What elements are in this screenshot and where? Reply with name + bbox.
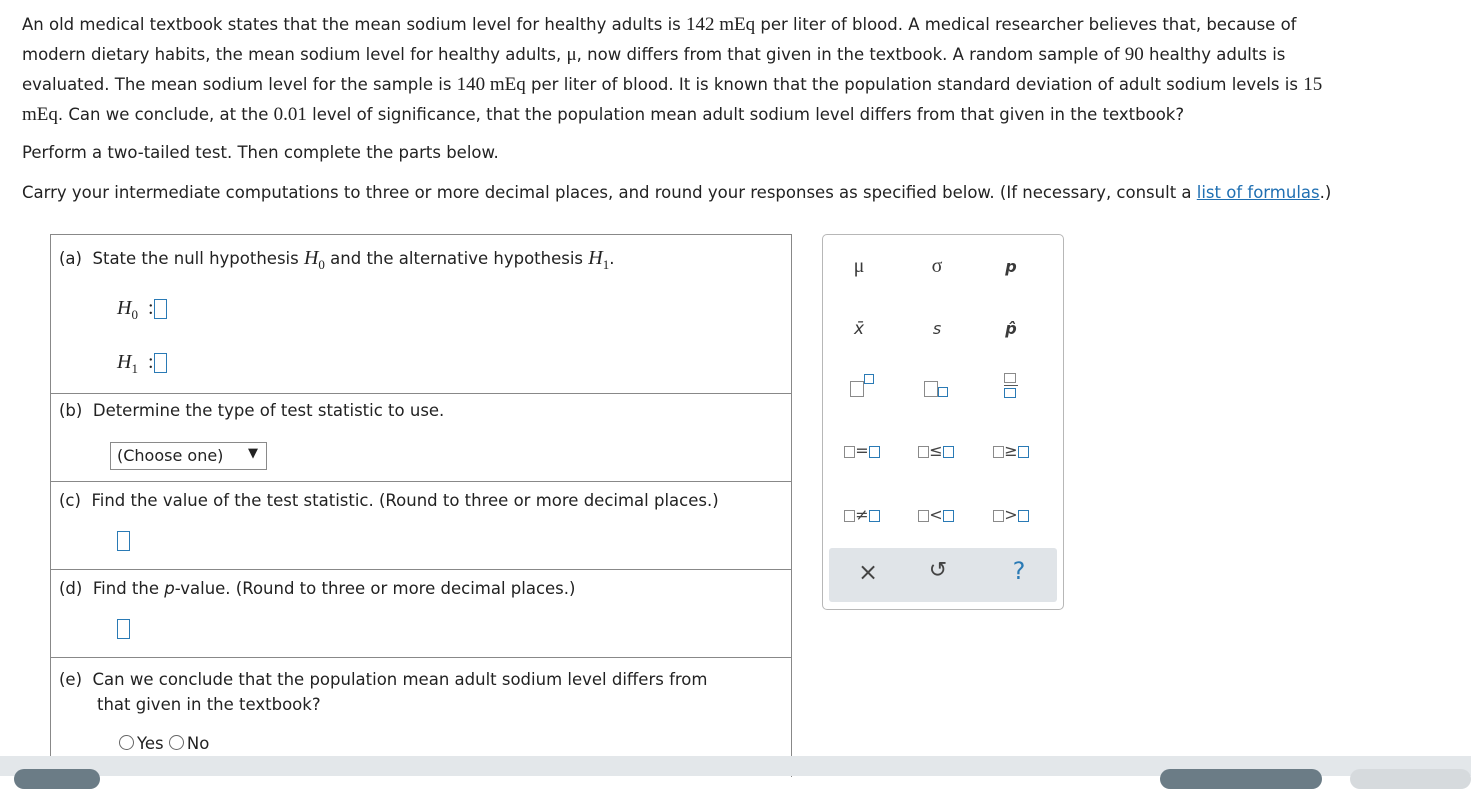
key-mu[interactable]: μ: [853, 255, 865, 277]
null-hypothesis-row: $H_0$ :: [117, 297, 167, 320]
dropdown-arrow-icon: ▼: [248, 446, 258, 461]
key-equals[interactable]: =: [837, 441, 887, 460]
instructions-perform: Perform a two-tailed test. Then complete the parts below.: [22, 143, 499, 162]
alternative-hypothesis-input[interactable]: [154, 353, 167, 373]
bottom-right-button[interactable]: [1160, 769, 1322, 789]
key-subscript[interactable]: [911, 378, 961, 397]
key-less-equal[interactable]: ≤: [911, 441, 961, 460]
key-p[interactable]: p: [1005, 257, 1017, 276]
test-statistic-select[interactable]: (Choose one) ▼: [110, 442, 267, 470]
part-a-label: (a): [59, 249, 82, 268]
symbol-keypad: [822, 234, 1064, 610]
conclusion-radio-group: [119, 734, 209, 753]
part-c-text: Find the value of the test statistic. (Round to three or more decimal places.): [91, 491, 719, 510]
part-e-label: (e): [59, 670, 83, 689]
help-icon[interactable]: ?: [1012, 557, 1026, 585]
key-greater-equal[interactable]: ≥: [986, 441, 1036, 460]
part-c-label: (c): [59, 491, 81, 510]
problem-statement: An old medical textbook states that the mean sodium level for healthy adults is 142 mEq per liter of blood. A medical researcher believes that, because of modern dietary habits, the mean sodium level for healthy adults, μ, now differs from that given in the textbook. A random sample of 90 healthy adults is evaluated. The mean sodium level for the sample is 140 mEq per liter of blood. It is known that the population standard deviation of adult sodium levels is 15 mEq. Can we conclude, at the 0.01 level of significance, that the population mean adult sodium level differs from that given in the textbook?: [22, 14, 1323, 125]
part-d-label: (d): [59, 579, 83, 598]
close-icon[interactable]: ×: [857, 558, 879, 586]
key-fraction[interactable]: [986, 373, 1036, 398]
part-d: (d) Find the p-value. (Round to three or more decimal places.): [51, 569, 791, 658]
answer-parts: [50, 234, 792, 777]
list-of-formulas-link[interactable]: list of formulas: [1196, 183, 1320, 202]
bottom-left-button[interactable]: [14, 769, 100, 789]
radio-yes[interactable]: Yes: [119, 734, 164, 753]
key-p-hat[interactable]: p̂: [1005, 319, 1017, 338]
part-e: (e) Can we conclude that the population mean adult sodium level differs from that given in the textbook? Yes No: [59, 670, 708, 753]
alternative-hypothesis-row: $H_1$ :: [117, 351, 167, 374]
null-hypothesis-input[interactable]: [154, 299, 167, 319]
part-c: [51, 481, 791, 570]
keypad-footer: [829, 548, 1057, 602]
part-a-text: State the null hypothesis: [92, 249, 304, 268]
key-sigma[interactable]: σ: [931, 255, 943, 277]
key-less-than[interactable]: <: [911, 505, 961, 524]
key-not-equal[interactable]: ≠: [837, 505, 887, 524]
instructions-carry: Carry your intermediate computations to three or more decimal places, and round your responses as specified below. (If necessary, consult a list of formulas.): [22, 183, 1332, 202]
part-b: [51, 393, 791, 482]
bottom-far-right-button[interactable]: [1350, 769, 1471, 789]
key-greater-than[interactable]: >: [986, 505, 1036, 524]
part-e-text: Can we conclude that the population mean adult sodium level differs from: [92, 670, 708, 689]
radio-no[interactable]: No: [169, 734, 209, 753]
test-statistic-input[interactable]: [117, 531, 130, 551]
key-x-bar[interactable]: x̄: [853, 319, 865, 339]
key-s[interactable]: s: [932, 319, 942, 338]
p-value-input[interactable]: [117, 619, 130, 639]
part-b-label: (b): [59, 401, 83, 420]
key-superscript[interactable]: [837, 378, 887, 397]
undo-icon[interactable]: ↺: [928, 558, 948, 583]
part-a: (a) State the null hypothesis $H_0$ and the alternative hypothesis $H_1$. $H_0$ : $H_1$ :: [51, 235, 791, 394]
part-b-text: Determine the type of test statistic to use.: [92, 401, 445, 420]
